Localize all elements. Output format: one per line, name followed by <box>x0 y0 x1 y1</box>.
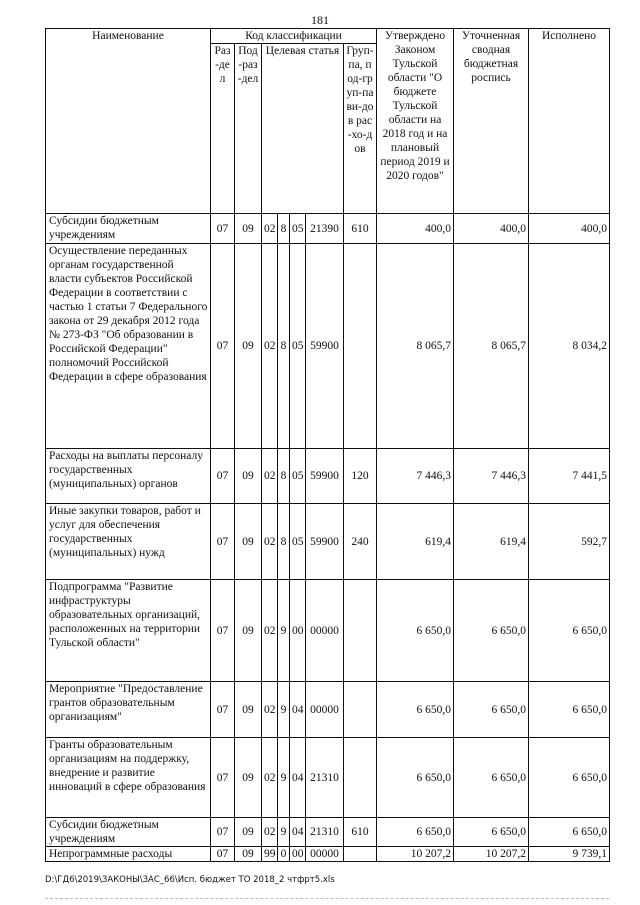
header-razdel: Раз-дел <box>211 44 235 214</box>
row-razdel: 07 <box>211 504 235 580</box>
row-executed: 8 034,2 <box>529 244 610 449</box>
header-group: Груп-па, под-груп-па ви-дов рас-хо-дов <box>344 44 377 214</box>
table-row <box>46 818 610 847</box>
table-row <box>46 738 610 818</box>
row-group <box>344 580 377 682</box>
row-target-3: 04 <box>290 738 306 818</box>
row-target-1: 02 <box>262 449 278 504</box>
row-executed: 6 650,0 <box>529 738 610 818</box>
row-target-2: 8 <box>278 449 290 504</box>
header-name: Наименование <box>46 29 211 214</box>
row-name: Субсидии бюджетным учреждениям <box>46 214 211 244</box>
row-name: Иные закупки товаров, работ и услуг для обеспечения государственных (муниципальных) нужд <box>46 504 211 580</box>
row-target-4: 00000 <box>306 682 344 738</box>
row-approved: 6 650,0 <box>377 682 454 738</box>
row-target-4: 21390 <box>306 214 344 244</box>
row-target-2: 8 <box>278 504 290 580</box>
row-target-3: 05 <box>290 244 306 449</box>
row-razdel: 07 <box>211 449 235 504</box>
row-podrazdel: 09 <box>235 682 262 738</box>
table-row <box>46 682 610 738</box>
row-target-1: 02 <box>262 504 278 580</box>
row-podrazdel: 09 <box>235 244 262 449</box>
row-target-2: 9 <box>278 580 290 682</box>
row-name: Гранты образовательным организациям на поддержку, внедрение и развитие инноваций в сфере образования <box>46 738 211 818</box>
row-target-1: 02 <box>262 244 278 449</box>
row-razdel: 07 <box>211 818 235 847</box>
row-refined: 6 650,0 <box>454 738 529 818</box>
row-podrazdel: 09 <box>235 504 262 580</box>
row-executed: 592,7 <box>529 504 610 580</box>
row-target-4: 59900 <box>306 244 344 449</box>
header-code: Код классификации <box>211 29 377 44</box>
row-target-4: 00000 <box>306 580 344 682</box>
row-executed: 400,0 <box>529 214 610 244</box>
row-refined: 8 065,7 <box>454 244 529 449</box>
row-podrazdel: 09 <box>235 738 262 818</box>
row-group <box>344 244 377 449</box>
row-target-3: 05 <box>290 449 306 504</box>
row-name: Осуществление переданных органам государственной власти субъектов Российской Федерации в соответствии с частью 1 статьи 7 Федерального закона от 29 декабря 2012 года № 273-ФЗ "Об образовании в Российской Федерации" полномочий Российской Федерации в сфере образования <box>46 244 211 449</box>
table-row <box>46 244 610 449</box>
row-approved: 10 207,2 <box>377 847 454 862</box>
row-razdel: 07 <box>211 214 235 244</box>
row-refined: 619,4 <box>454 504 529 580</box>
row-target-2: 8 <box>278 244 290 449</box>
row-group <box>344 738 377 818</box>
row-target-4: 59900 <box>306 504 344 580</box>
row-target-2: 9 <box>278 682 290 738</box>
row-approved: 6 650,0 <box>377 818 454 847</box>
row-group <box>344 682 377 738</box>
table-row <box>46 449 610 504</box>
row-approved: 8 065,7 <box>377 244 454 449</box>
row-refined: 6 650,0 <box>454 818 529 847</box>
row-group <box>344 847 377 862</box>
header-executed: Исполнено <box>529 29 610 214</box>
row-approved: 400,0 <box>377 214 454 244</box>
header-podrazdel: Под-раз-дел <box>235 44 262 214</box>
row-target-2: 9 <box>278 738 290 818</box>
row-podrazdel: 09 <box>235 214 262 244</box>
row-target-3: 05 <box>290 504 306 580</box>
divider <box>45 898 609 899</box>
table-row <box>46 847 610 862</box>
row-name: Мероприятие "Предоставление грантов образовательным организациям" <box>46 682 211 738</box>
row-podrazdel: 09 <box>235 818 262 847</box>
row-target-1: 02 <box>262 818 278 847</box>
row-name: Непрограммные расходы <box>46 847 211 862</box>
row-group: 610 <box>344 818 377 847</box>
row-podrazdel: 09 <box>235 580 262 682</box>
row-target-1: 99 <box>262 847 278 862</box>
row-target-1: 02 <box>262 580 278 682</box>
row-target-4: 00000 <box>306 847 344 862</box>
row-razdel: 07 <box>211 244 235 449</box>
row-target-4: 21310 <box>306 738 344 818</box>
row-group: 120 <box>344 449 377 504</box>
header-target: Целевая статья <box>262 44 344 214</box>
row-group: 240 <box>344 504 377 580</box>
row-razdel: 07 <box>211 682 235 738</box>
table-row <box>46 504 610 580</box>
row-approved: 6 650,0 <box>377 738 454 818</box>
row-target-1: 02 <box>262 682 278 738</box>
row-executed: 6 650,0 <box>529 682 610 738</box>
file-path: D:\ГД6\2019\ЗАКОНЫ\ЗАС_66\Исп. бюджет ТО 2018_2 чтфрт5.xls <box>45 875 335 885</box>
row-target-2: 8 <box>278 214 290 244</box>
row-target-3: 00 <box>290 847 306 862</box>
header-approved: Утверждено Законом Тульской области "О бюджете Тульской области на 2018 год и на плановый период 2019 и 2020 годов" <box>377 29 454 214</box>
row-executed: 6 650,0 <box>529 818 610 847</box>
row-target-3: 00 <box>290 580 306 682</box>
row-name: Расходы на выплаты персоналу государственных (муниципальных) органов <box>46 449 211 504</box>
row-target-2: 9 <box>278 818 290 847</box>
row-target-2: 0 <box>278 847 290 862</box>
row-razdel: 07 <box>211 580 235 682</box>
row-target-4: 59900 <box>306 449 344 504</box>
table-row <box>46 580 610 682</box>
row-executed: 7 441,5 <box>529 449 610 504</box>
row-target-1: 02 <box>262 738 278 818</box>
row-razdel: 07 <box>211 738 235 818</box>
row-name: Подпрограмма "Развитие инфраструктуры образовательных организаций, расположенных на территории Тульской области" <box>46 580 211 682</box>
row-approved: 6 650,0 <box>377 580 454 682</box>
row-target-3: 04 <box>290 682 306 738</box>
row-target-1: 02 <box>262 214 278 244</box>
row-razdel: 07 <box>211 847 235 862</box>
row-target-3: 05 <box>290 214 306 244</box>
budget-table <box>45 28 610 862</box>
row-podrazdel: 09 <box>235 847 262 862</box>
row-approved: 7 446,3 <box>377 449 454 504</box>
row-executed: 9 739,1 <box>529 847 610 862</box>
row-group: 610 <box>344 214 377 244</box>
row-podrazdel: 09 <box>235 449 262 504</box>
row-refined: 6 650,0 <box>454 682 529 738</box>
row-refined: 6 650,0 <box>454 580 529 682</box>
header-refined: Уточненная сводная бюджетная роспись <box>454 29 529 214</box>
page-number: 181 <box>311 13 329 27</box>
row-target-4: 21310 <box>306 818 344 847</box>
row-name: Субсидии бюджетным учреждениям <box>46 818 211 847</box>
row-refined: 400,0 <box>454 214 529 244</box>
row-target-3: 04 <box>290 818 306 847</box>
table-row <box>46 214 610 244</box>
row-refined: 7 446,3 <box>454 449 529 504</box>
row-executed: 6 650,0 <box>529 580 610 682</box>
row-refined: 10 207,2 <box>454 847 529 862</box>
row-approved: 619,4 <box>377 504 454 580</box>
